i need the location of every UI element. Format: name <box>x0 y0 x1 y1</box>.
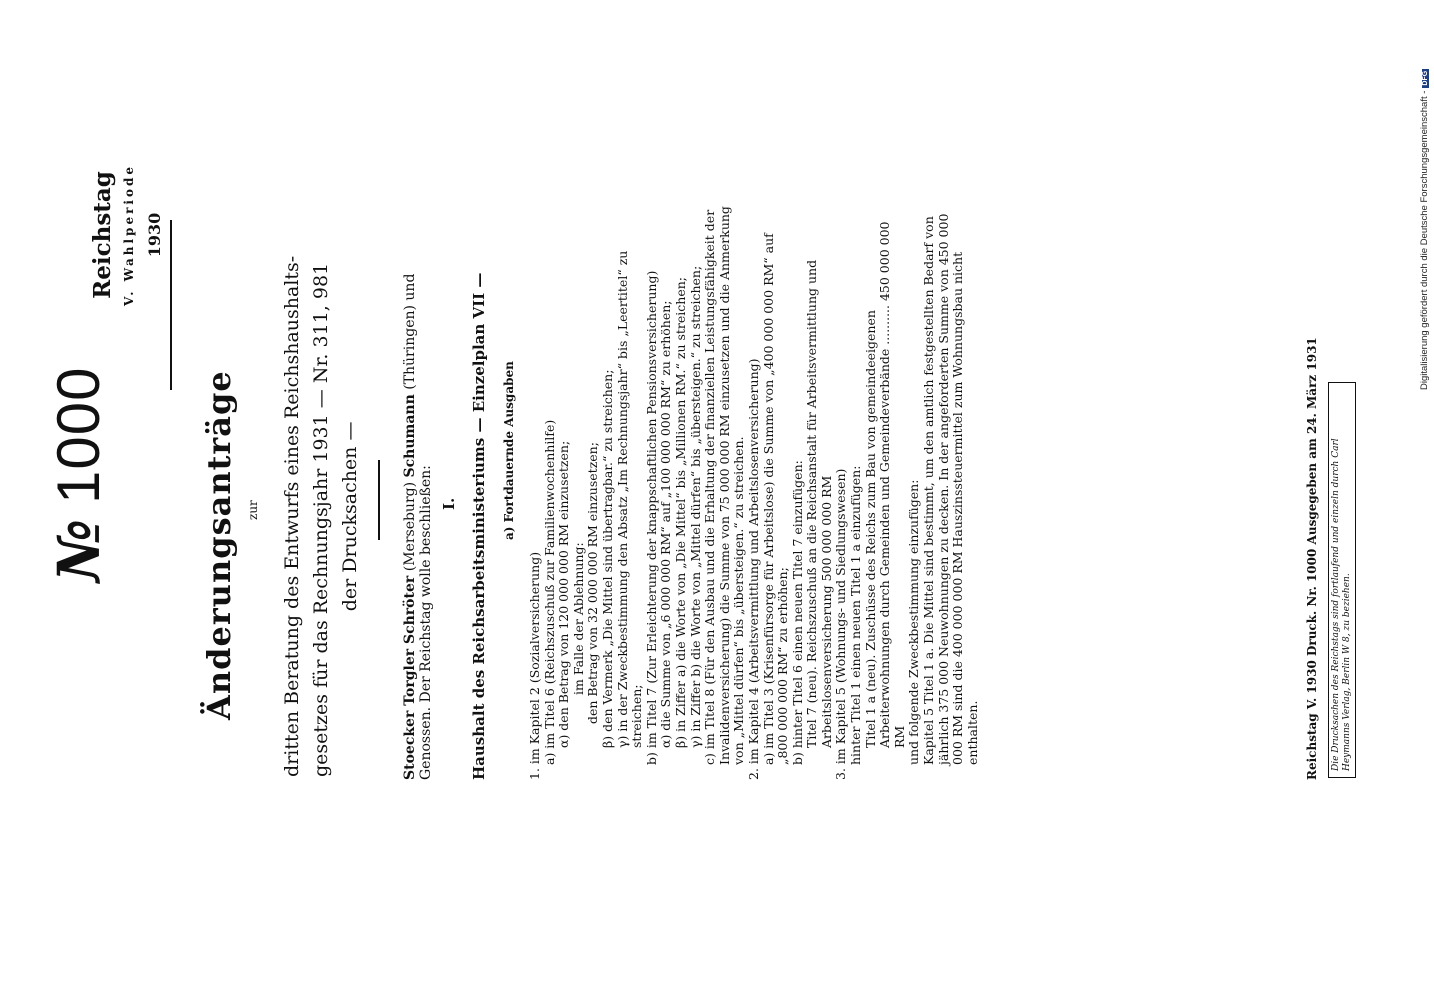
year-label: 1930 <box>145 212 164 258</box>
section-heading: Haushalt des Reichsarbeitsministeriums — Einzelplan VII — <box>470 272 488 780</box>
title-connector: zur <box>246 500 260 520</box>
amendment-line: und folgende Zweckbestimmung einzufügen: <box>906 479 922 765</box>
amendment-line: 1. im Kapitel 2 (Sozialversicherung) <box>527 551 542 780</box>
amendment-line: a) im Titel 6 (Reichszuschuß zur Familienwochenhilfe) <box>541 419 557 765</box>
amendment-line: den Betrag von 32 000 000 RM einzusetzen; <box>585 442 601 724</box>
reichstag-heading <box>90 160 168 310</box>
amendment-line: a) im Titel 3 (Krisenfürsorge für Arbeitslose) die Summe von „400 000 000 RM“ auf „800 000 000 RM“ zu erhöhen; <box>760 233 791 765</box>
amendment-line: im Falle der Ablehnung: <box>570 542 586 695</box>
intro-line: der Drucksachen — <box>339 421 361 612</box>
signatory-place: (Thüringen) und <box>402 273 418 395</box>
signatory-place: (Merseburg) <box>402 477 418 576</box>
amendment-body <box>528 205 980 780</box>
page-title: Änderungsanträge <box>200 370 238 720</box>
signatory-names: Stoecker Torgler Schröter <box>402 575 418 780</box>
amendment-line: Kapitel 5 Titel 1 a. Die Mittel sind bestimmt, um den amtlich festgestellten Bedarf von jährlich 375 000 Neuwohnungen zu decken. In der angeforderten Summe von 450 000 000 RM sind die 400 000 000 RM Hauszinssteuermittel zum Wohnungsbau nicht enthalten. <box>921 213 980 765</box>
amendment-line: b) hinter Titel 6 einen neuen Titel 7 einzufügen: <box>789 460 805 765</box>
amendment-line: Titel 7 (neu). Reichszuschuß an die Reichsanstalt für Arbeitsvermittlung und Arbeitslosenversicherung 500 000 000 RM <box>804 259 834 748</box>
section-subheading: a) Fortdauernde Ausgaben <box>502 361 516 540</box>
section-number: I. <box>440 497 458 510</box>
intro-text <box>278 256 365 777</box>
amendment-line: β) den Vermerk „Die Mittel sind übertragbar.“ zu streichen; <box>599 369 615 748</box>
document-number <box>44 366 113 582</box>
side-note-text: Digitalisierung gefördert durch die Deutsche Forschungsgemeinschaft - <box>1419 90 1430 390</box>
intro-line: gesetzes für das Rechnungsjahr 1931 — Nr. 311, 981 <box>310 262 332 777</box>
footer-line: Reichstag V. 1930 Druck. Nr. 1000 Ausgegeben am 24. März 1931 <box>1305 337 1319 780</box>
divider <box>378 460 380 540</box>
divider <box>170 220 172 390</box>
amendment-line: hinter Titel 1 einen neuen Titel 1 a einzufügen: <box>848 465 864 765</box>
motion-signatories <box>402 220 434 780</box>
amendment-line: β) in Ziffer a) die Worte von „Die Mittel“ bis „Millionen RM.“ zu streichen; <box>672 277 688 748</box>
amendment-line: 2. im Kapitel 4 (Arbeitsvermittlung und Arbeitslosenversicherung) <box>745 358 761 780</box>
amendment-line: α) die Summe von „6 000 000 RM“ auf „100 000 000 RM“ zu erhöhen; <box>658 300 674 748</box>
amendment-line: γ) in der Zweckbestimmung den Absatz „Im Rechnungsjahr“ bis „Leertitel“ zu streichen; <box>614 250 645 748</box>
amendment-line: α) den Betrag von 120 000 000 RM einzusetzen; <box>556 440 572 748</box>
amendment-line: b) im Titel 7 (Zur Erleichterung der knappschaftlichen Pensionsversicherung) <box>643 270 659 765</box>
document-number-value: 1000 <box>45 366 112 504</box>
reichstag-label: Reichstag <box>89 171 116 299</box>
amendment-line: γ) in Ziffer b) die Worte von „Mittel dürfen“ bis „übersteigen.“ zu streichen; <box>687 265 703 748</box>
amendment-line: Titel 1 a (neu). Zuschüsse des Reichs zum Bau von gemeindeeigenen Arbeiterwohnungen durch Gemeinden und Gemeindeverbände .......... 450 000 000 RM <box>862 221 907 748</box>
footer-note-box: Die Drucksachen des Reichstags sind fortlaufend und einzeln durch Carl Heymanns Verlag, Berlin W 8, zu beziehen. <box>1328 382 1356 778</box>
motion-text: Genossen. Der Reichstag wolle beschließen: <box>418 465 434 780</box>
wahlperiode-label: V. Wahlperiode <box>122 164 136 306</box>
amendment-line: 3. im Kapitel 5 (Wohnungs- und Siedlungswesen) <box>833 468 849 780</box>
number-sign-icon: № <box>45 517 113 582</box>
amendment-line: c) im Titel 8 (Für den Ausbau und die Erhaltung der finanziellen Leistungsfähigkeit der Invalidenversicherung) die Summe von 75 000 000 RM einzusetzen und die Anmerkung von „Mittel dürfen“ bis „übersteigen.“ zu streichen. <box>702 206 747 765</box>
intro-line: dritten Beratung des Entwurfs eines Reichshaushalts- <box>281 255 303 777</box>
signatory-name: Schumann <box>402 394 418 478</box>
dfg-logo: DFG <box>1422 70 1429 86</box>
side-note <box>1419 69 1430 390</box>
